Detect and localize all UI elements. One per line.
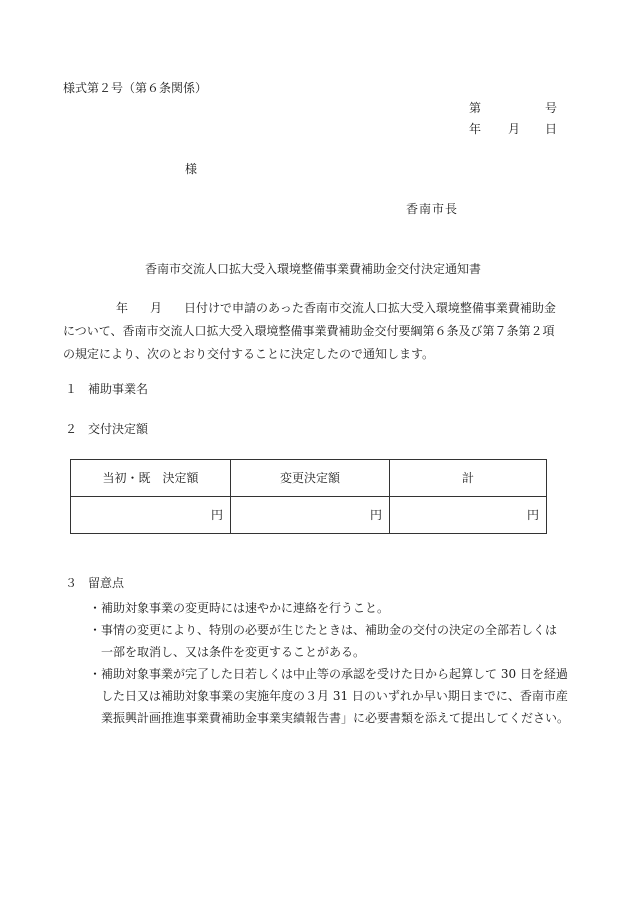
note-line: 事情の変更により、特別の必要が生じたときは、補助金の交付の決定の全部若しくは	[101, 623, 558, 637]
decision-amount-table	[70, 459, 547, 534]
note-line: 業振興計画推進事業費補助金事業実績報告書」に必要書類を添えて提出してください。	[101, 711, 570, 725]
document-title: 香南市交流人口拡大受入環境整備事業費補助金交付決定通知書	[145, 262, 482, 276]
value-total: 円	[390, 497, 547, 534]
note-line: した日又は補助対象事業の実施年度の３月 31 日のいずれか早い期日までに、香南市産	[101, 689, 568, 703]
header-initial: 当初・既 決定額	[71, 460, 231, 497]
note-line: 補助対象事業の変更時には速やかに連絡を行うこと。	[101, 601, 390, 615]
body-month: 月	[150, 301, 163, 315]
date-year: 年	[469, 122, 482, 136]
body-year: 年	[116, 301, 129, 315]
date-day: 日	[545, 122, 558, 136]
form-number: 様式第２号（第６条関係）	[63, 81, 208, 95]
section3-label: 留意点	[88, 576, 125, 590]
header-change: 変更決定額	[231, 460, 390, 497]
body-line1: 日付けで申請のあった香南市交流人口拡大受入環境整備事業費補助金	[184, 301, 556, 315]
addressee-suffix: 様	[185, 162, 198, 176]
table-value-row	[71, 497, 547, 534]
bullet-mark: ・	[89, 667, 102, 681]
section1-number: １	[65, 382, 78, 396]
section3-number: ３	[65, 576, 78, 590]
body-line2: について、香南市交流人口拡大受入環境整備事業費補助金交付要綱第６条及び第７条第２項	[63, 324, 555, 338]
value-initial: 円	[71, 497, 231, 534]
bullet-mark: ・	[89, 623, 102, 637]
header-total: 計	[390, 460, 547, 497]
table-header-row	[71, 460, 547, 497]
body-line3: の規定により、次のとおり交付することに決定したので通知します。	[63, 347, 435, 361]
section2-label: 交付決定額	[88, 422, 149, 436]
doc-number-dai: 第	[469, 101, 482, 115]
bullet-mark: ・	[89, 601, 102, 615]
note-line: 補助対象事業が完了した日若しくは中止等の承認を受けた日から起算して 30 日を経過	[101, 667, 568, 681]
note-line: 一部を取消し、又は条件を変更することがある。	[101, 645, 366, 659]
section2-number: ２	[65, 422, 78, 436]
sender: 香南市長	[406, 202, 459, 216]
section1-label: 補助事業名	[88, 382, 149, 396]
doc-number-go: 号	[545, 101, 558, 115]
value-change: 円	[231, 497, 390, 534]
date-month: 月	[508, 122, 521, 136]
